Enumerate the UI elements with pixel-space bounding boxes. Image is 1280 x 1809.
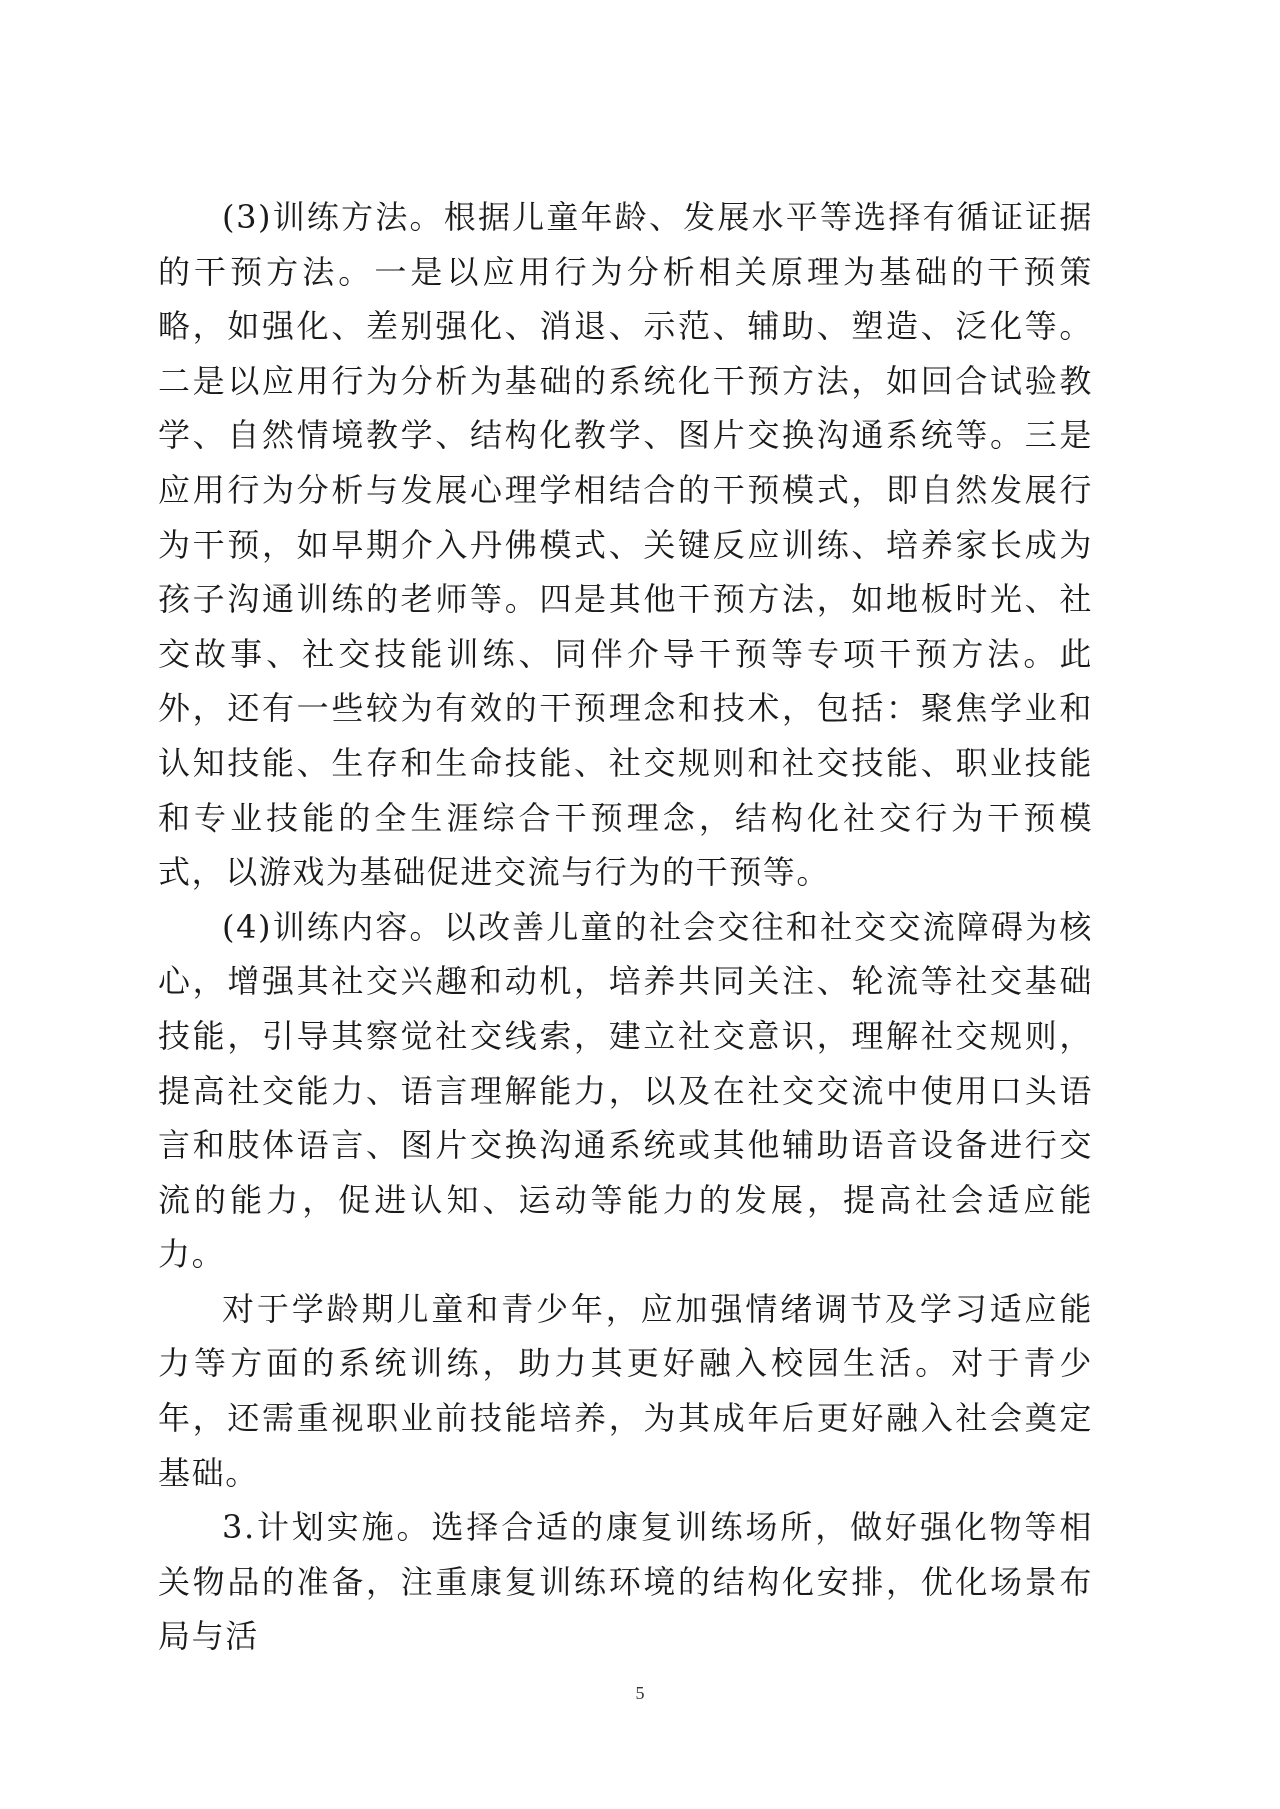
paragraph-school-age-training: 对于学龄期儿童和青少年，应加强情绪调节及学习适应能力等方面的系统训练，助力其更好融入校园生活。对于青少年，还需重视职业前技能培养，为其成年后更好融入社会奠定基础。 — [158, 1289, 1093, 1492]
body-text — [158, 190, 1093, 1664]
paragraph-training-content: (4)训练内容。以改善儿童的社会交往和社交交流障碍为核心，增强其社交兴趣和动机，培养共同关注、轮流等社交基础技能，引导其察觉社交线索，建立社交意识，理解社交规则，提高社交能力、语言理解能力，以及在社交交流中使用口头语言和肢体语言、图片交换沟通系统或其他辅助语音设备进行交流的能力，促进认知、运动等能力的发展，提高社会适应能力。 — [158, 907, 1093, 1274]
paragraph-training-methods: (3)训练方法。根据儿童年龄、发展水平等选择有循证证据的干预方法。一是以应用行为分析相关原理为基础的干预策略，如强化、差别强化、消退、示范、辅助、塑造、泛化等。二是以应用行为分析为基础的系统化干预方法，如回合试验教学、自然情境教学、结构化教学、图片交换沟通系统等。三是应用行为分析与发展心理学相结合的干预模式，即自然发展行为干预，如早期介入丹佛模式、关键反应训练、培养家长成为孩子沟通训练的老师等。四是其他干预方法，如地板时光、社交故事、社交技能训练、同伴介导干预等专项干预方法。此外，还有一些较为有效的干预理念和技术，包括：聚焦学业和认知技能、生存和生命技能、社交规则和社交技能、职业技能和专业技能的全生涯综合干预理念，结构化社交行为干预模式，以游戏为基础促进交流与行为的干预等。 — [158, 198, 1093, 892]
paragraph-plan-implementation: 3.计划实施。选择合适的康复训练场所，做好强化物等相关物品的准备，注重康复训练环境的结构化安排，优化场景布局与活 — [158, 1508, 1093, 1656]
page-number: 5 — [635, 1683, 645, 1703]
